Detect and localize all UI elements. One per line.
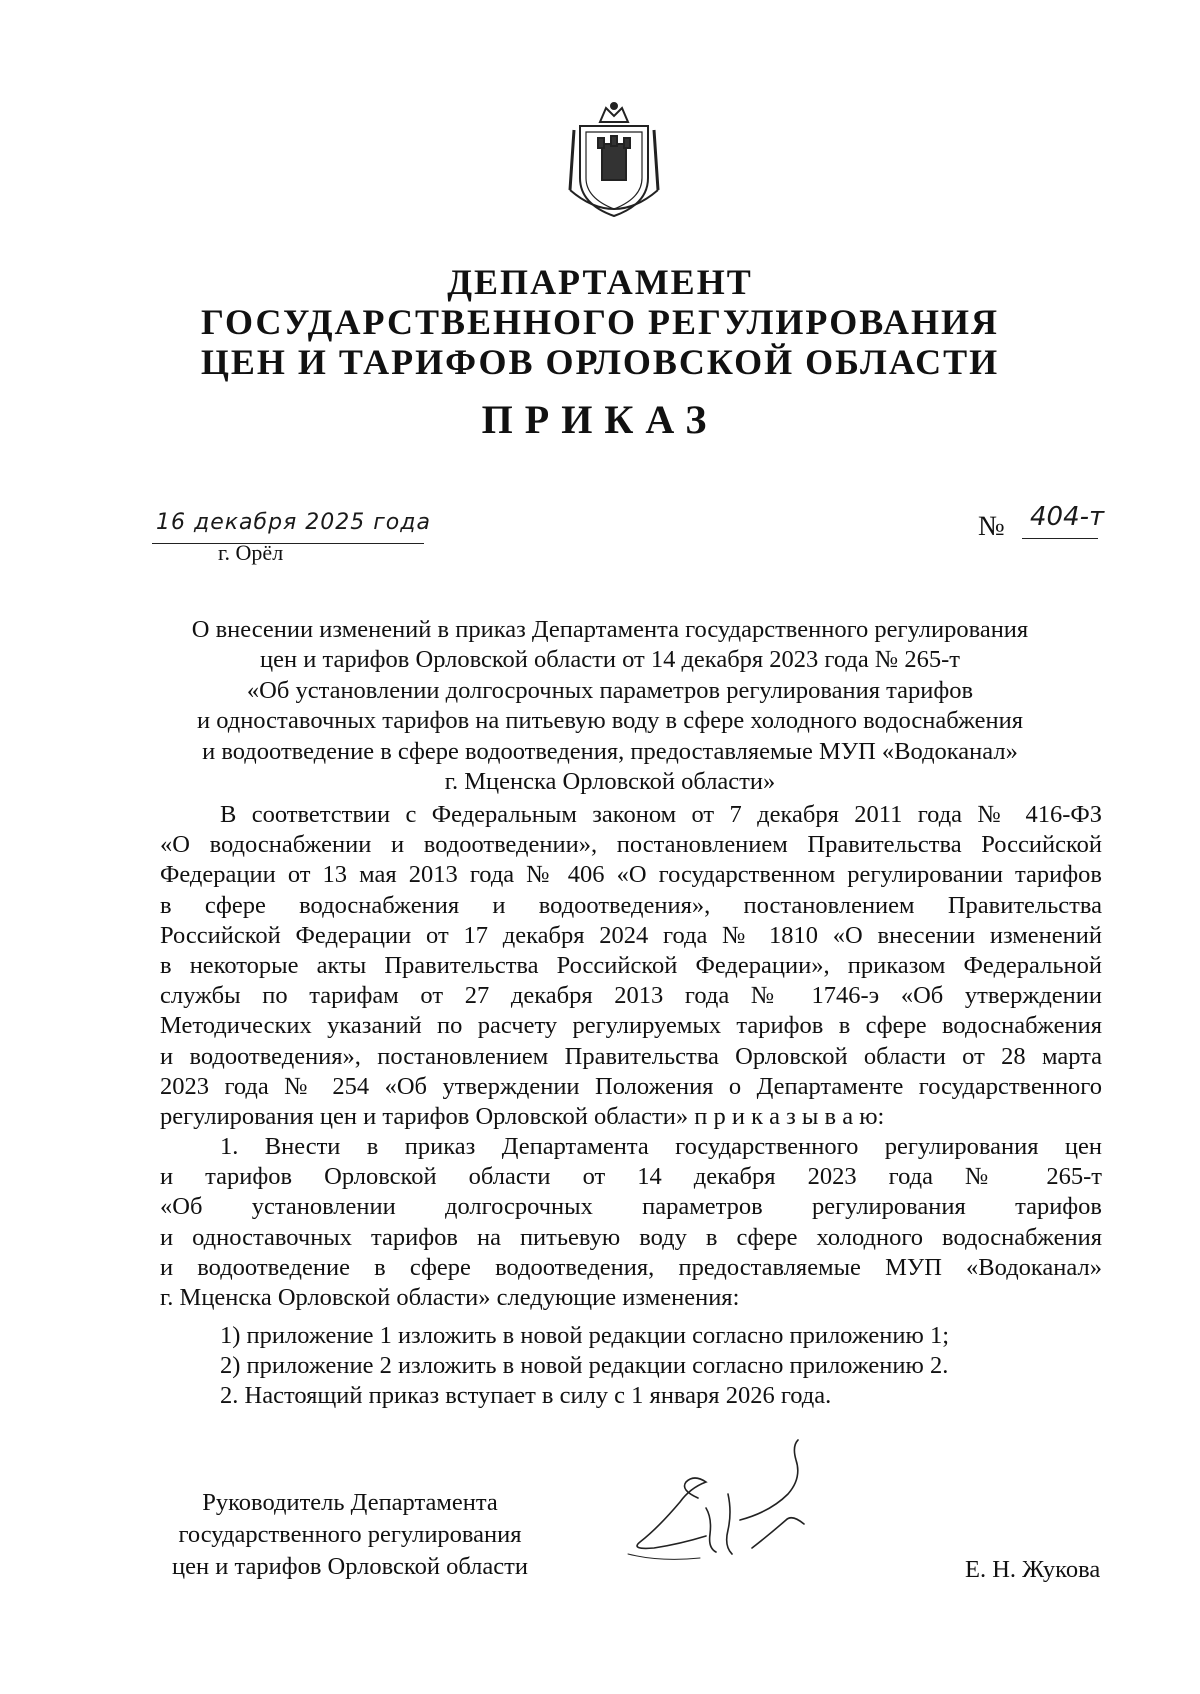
header-line-1: ДЕПАРТАМЕНТ: [447, 262, 753, 302]
header-line-3: ЦЕН И ТАРИФОВ ОРЛОВСКОЙ ОБЛАСТИ: [200, 342, 1000, 382]
title-line: и одноставочных тарифов на питьевую воду в сфере холодного водоснабжения: [196, 707, 1024, 735]
handwritten-signature: [620, 1438, 860, 1568]
position-line: цен и тарифов Орловской области: [172, 1553, 528, 1580]
preamble-line: «О водоснабжении и водоотведении», постановлением Правительства Российской: [160, 831, 1102, 859]
order-item: 2. Настоящий приказ вступает в силу с 1 января 2026 года.: [220, 1382, 832, 1410]
position-line: Руководитель Департамента: [202, 1489, 498, 1516]
department-header: [0, 262, 1200, 382]
clause-1-line: «Об установлении долгосрочных параметров регулирования тарифов: [160, 1193, 1102, 1221]
preamble-line: В соответствии с Федеральным законом от 7 декабря 2011 года № 416-ФЗ: [220, 801, 1102, 828]
title-line: О внесении изменений в приказ Департамента государственного регулирования: [191, 616, 1029, 643]
clause-1-line: г. Мценска Орловской области» следующие изменения:: [160, 1284, 740, 1311]
signatory-name: Е. Н. Жукова: [965, 1556, 1101, 1583]
preamble-line: службы по тарифам от 27 декабря 2013 года № 1746-э «Об утверждении: [160, 982, 1102, 1010]
title-line: цен и тарифов Орловской области от 14 декабря 2023 года № 265-т: [259, 646, 960, 674]
oryol-oblast-coat-of-arms-icon: [566, 100, 662, 220]
handwritten-date: 16 декабря 2025 года: [156, 510, 431, 535]
signatory-position: [150, 1487, 550, 1583]
title-line: и водоотведение в сфере водоотведения, предоставляемые МУП «Водоканал»: [202, 737, 1018, 765]
order-items: [160, 1321, 1102, 1412]
clause-1-line: и тарифов Орловской области от 14 декабря 2023 года № 265-т: [160, 1163, 1102, 1191]
preamble-line: в некоторые акты Правительства Российской Федерации», приказом Федеральной: [160, 951, 1102, 979]
header-line-2: ГОСУДАРСТВЕННОГО РЕГУЛИРОВАНИЯ: [201, 302, 999, 342]
preamble-and-clause-1: [160, 800, 1102, 1313]
preamble-line: регулирования цен и тарифов Орловской области» п р и к а з ы в а ю:: [160, 1102, 885, 1130]
preamble-line: Федерации от 13 мая 2013 года № 406 «О государственном регулировании тарифов: [160, 861, 1102, 889]
preamble-line: Методических указаний по расчету регулируемых тарифов в сфере водоснабжения: [160, 1012, 1102, 1040]
title-line: г. Мценска Орловской области»: [444, 768, 776, 796]
preamble-line: в сфере водоснабжения и водоотведения», постановлением Правительства: [160, 891, 1102, 919]
clause-1-line: 1. Внести в приказ Департамента государственного регулирования цен: [220, 1133, 1102, 1161]
preamble-line: и водоотведения», постановлением Правительства Орловской области от 28 марта: [160, 1042, 1102, 1070]
order-item: 1) приложение 1 изложить в новой редакции согласно приложению 1;: [220, 1322, 950, 1349]
order-item: 2) приложение 2 изложить в новой редакции согласно приложению 2.: [220, 1352, 949, 1380]
date-underline: [152, 543, 424, 544]
clause-1-line: и водоотведение в сфере водоотведения, предоставляемые МУП «Водоканал»: [160, 1253, 1102, 1281]
preamble-line: 2023 года № 254 «Об утверждении Положения о Департаменте государственного: [160, 1072, 1102, 1100]
clause-1-line: и одноставочных тарифов на питьевую воду в сфере холодного водоснабжения: [160, 1223, 1102, 1251]
number-label: №: [978, 511, 1005, 542]
city-label: г. Орёл: [218, 540, 284, 565]
handwritten-number: 404-т: [1030, 502, 1105, 532]
preamble-line: Российской Федерации от 17 декабря 2024 года № 1810 «О внесении изменений: [160, 921, 1102, 949]
title-line: «Об установлении долгосрочных параметров регулирования тарифов: [246, 676, 974, 704]
position-line: государственного регулирования: [178, 1521, 522, 1548]
order-title: [150, 615, 1070, 797]
number-underline: [1022, 538, 1098, 539]
document-type-heading: ПРИКАЗ: [481, 397, 719, 442]
